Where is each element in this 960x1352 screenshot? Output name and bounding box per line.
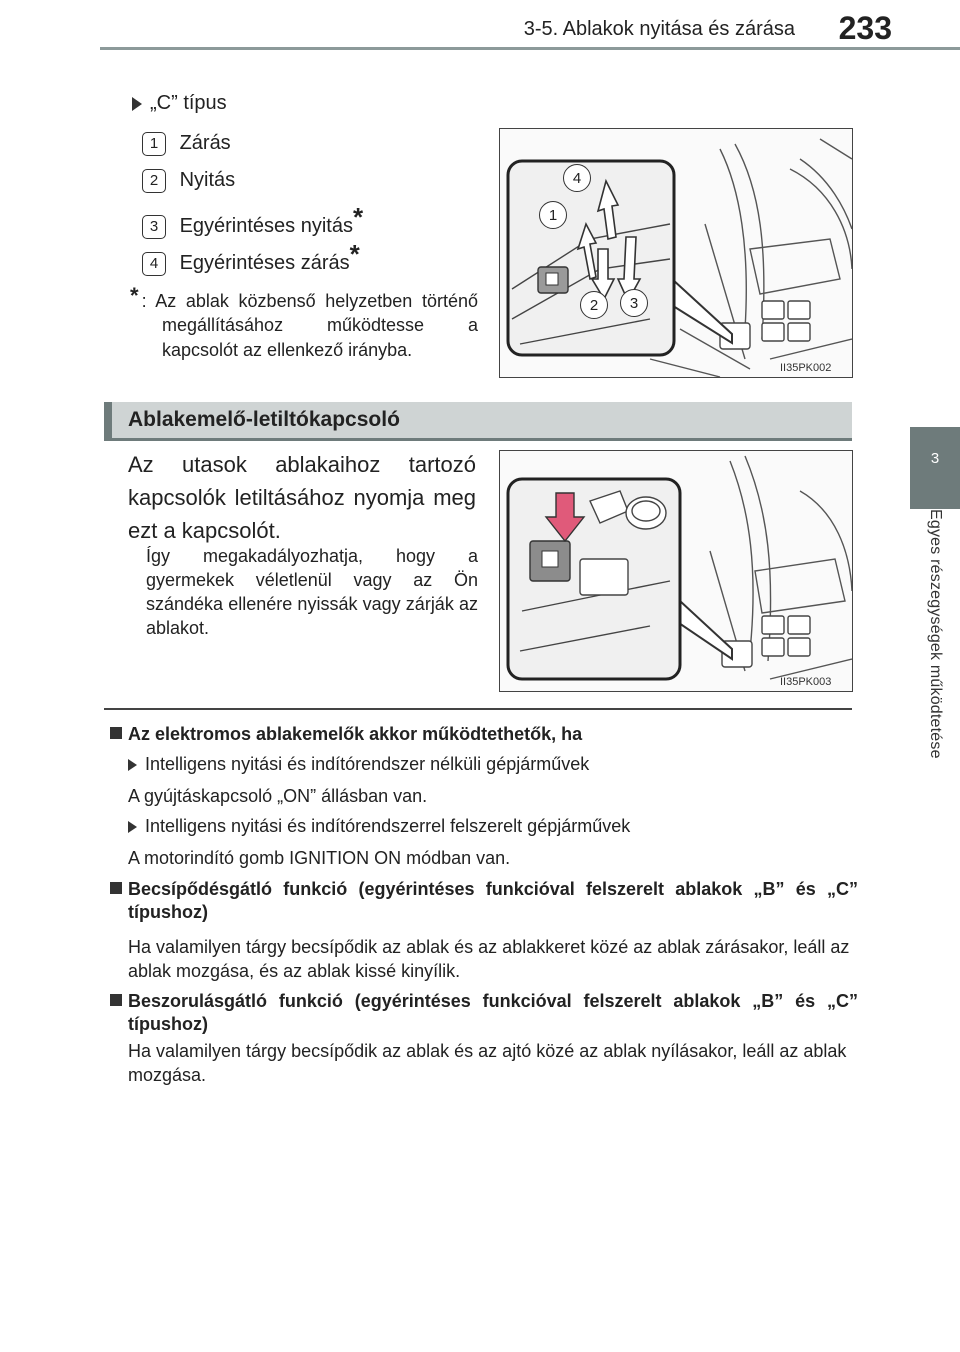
item-label: Egyérintéses zárás	[179, 252, 350, 274]
figure-callout: 2	[580, 291, 608, 319]
window-switch-figure	[499, 128, 853, 378]
callout-1-icon: 1	[142, 132, 166, 156]
chapter-title-wrap	[910, 509, 960, 838]
info-title-operation: Az elektromos ablakemelők akkor működtethetők, ha	[110, 723, 582, 746]
figure-callout: 1	[539, 201, 567, 229]
section-divider	[104, 708, 852, 710]
lock-switch-figure	[499, 450, 853, 692]
header-section-title: 3-5. Ablakok nyitása és zárása	[523, 18, 795, 40]
item-label: Nyitás	[179, 169, 236, 191]
figure-callout: 3	[620, 289, 648, 317]
figure-callout: 4	[563, 164, 591, 192]
list-item	[142, 130, 231, 156]
triangle-bullet-icon	[128, 821, 137, 833]
footnote-star: *	[349, 239, 360, 269]
lock-sub-text: Így megakadályozhatja, hogy a gyermekek véletlenül vagy az Ön szándéka ellenére nyissák vagy zárják az ablakot.	[146, 546, 478, 638]
square-bullet-icon	[110, 727, 122, 739]
lock-main-text: Az utasok ablakaihoz tartozó kapcsolók letiltásához nyomja meg ezt a kapcsolót.	[128, 452, 476, 543]
lock-switch-illustration	[500, 451, 852, 691]
triangle-bullet-icon	[132, 97, 142, 111]
chapter-number: 3	[930, 450, 940, 467]
callout-3-icon: 3	[142, 215, 166, 239]
triangle-bullet-icon	[128, 759, 137, 771]
chapter-title: Egyes részegységek működtetése	[927, 509, 944, 759]
item-label: Zárás	[179, 132, 231, 154]
figure-code: II35PK003	[780, 676, 832, 688]
callout-4-icon: 4	[142, 252, 166, 276]
list-item	[142, 201, 363, 239]
info-text-antipinch: Ha valamilyen tárgy becsípődik az ablak és az ablakkeret közé az ablak zárásakor, leáll az ablak mozgása, és az ablak kissé kinyílik.	[128, 937, 850, 981]
list-item	[142, 167, 235, 193]
info-title-antijam: Beszorulásgátló funkció (egyérintéses funkcióval felszerelt ablakok „B” és „C” típushoz)	[110, 990, 858, 1037]
section-bar-accent	[104, 402, 112, 441]
section-title: Ablakemelő-letiltókapcsoló	[128, 408, 400, 431]
square-bullet-icon	[110, 882, 122, 894]
square-bullet-icon	[110, 994, 122, 1006]
figure-code: II35PK002	[780, 362, 832, 374]
footnote: * : Az ablak közbenső helyzetben történő megállításához működtesse a kapcsolót az ellenkező irányba.	[130, 283, 478, 360]
info-text-antijam: Ha valamilyen tárgy becsípődik az ablak és az ajtó közé az ablak nyílásakor, leáll az ablak mozgása.	[128, 1041, 847, 1085]
window-switch-illustration	[500, 129, 852, 377]
info-text-2: A motorindító gomb IGNITION ON módban van.	[128, 848, 511, 868]
item-label: Egyérintéses nyitás	[179, 215, 353, 237]
page-number: 233	[838, 10, 892, 46]
info-text-1: A gyújtáskapcsoló „ON” állásban van.	[128, 786, 428, 806]
header-rule	[100, 47, 960, 50]
info-title-antipinch: Becsípődésgátló funkció (egyérintéses funkcióval felszerelt ablakok „B” és „C” típushoz)	[110, 878, 858, 925]
info-sub-1: Intelligens nyitási és indítórendszer nélküli gépjárművek	[128, 753, 589, 777]
footnote-star: *	[352, 202, 364, 232]
callout-2-icon: 2	[142, 169, 166, 193]
info-sub-2: Intelligens nyitási és indítórendszerrel felszerelt gépjárművek	[128, 815, 630, 839]
list-item	[142, 238, 360, 276]
type-c-heading: „C” típus	[132, 90, 227, 116]
chapter-tab	[910, 427, 960, 509]
